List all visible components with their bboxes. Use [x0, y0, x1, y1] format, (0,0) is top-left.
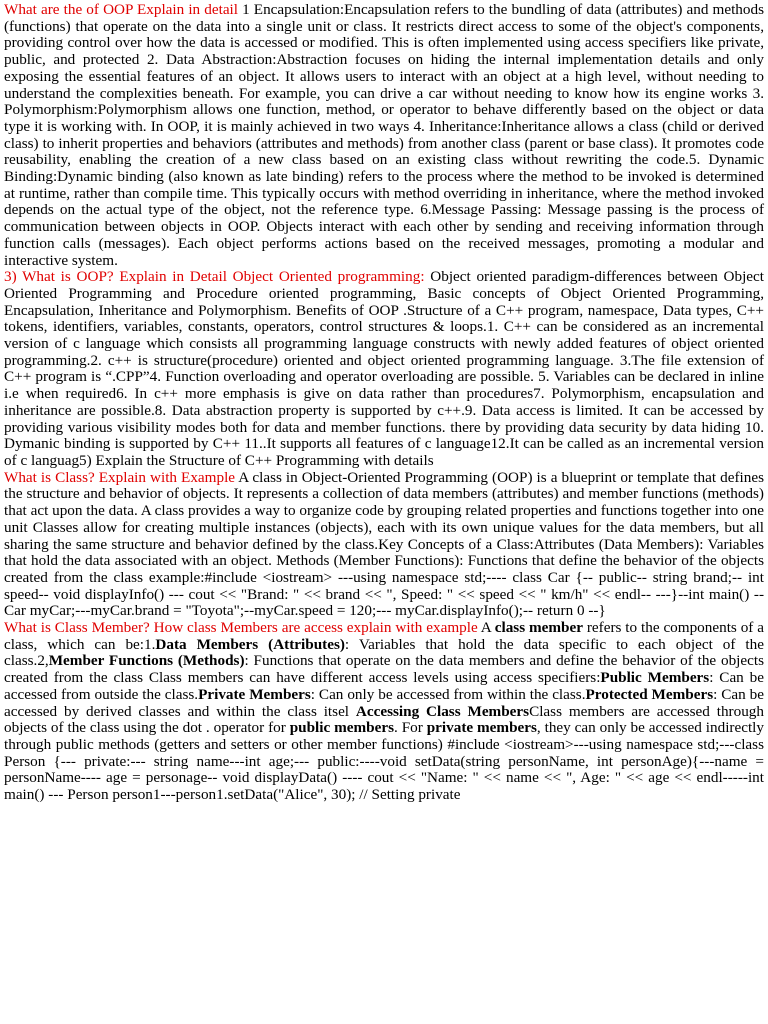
answer-text: : Can only be accessed from within the class. [310, 685, 586, 703]
answer-text: : Can be accessed by derived classes and within the class itsel [4, 685, 764, 720]
bold-term: Member Functions (Methods) [48, 652, 245, 670]
answer-text: A class in Object-Oriented Programming (OOP) is a blueprint or template that defines the structure and behavior of objects. It represents a collection of data members (attributes) and member functions (methods) that act upon the data. A class provides a way to organize code by grouping related properties and functions together into one unit Classes allow for creating multiple instances (objects), each with its own unique values for the data members, but all sharing the same structure and behavior defined by the class.Key Concepts of a Class:Attributes (Data Members): Variables that hold the data associated with an object. Methods (Member Functions): Functions that define the behavior of the objects created from the class example:#include <iostream> ---using namespace std;---- class Car {-- public-- string brand;-- int speed-- void displayInfo() --- cout << "Brand: " << brand << ", Speed: " << speed << " km/h" << endl-- ---}--int main() -- Car myCar;---myCar.brand = "Toyota";--myCar.speed = 120;--- myCar.displayInfo();-- return 0 --} [4, 468, 764, 620]
answer-text: : Can be accessed from outside the class. [4, 669, 764, 703]
section-oop-features [4, 2, 764, 269]
answer-text: A [480, 619, 495, 637]
answer-text: Object oriented paradigm-differences between Object Oriented Programming and Procedure oriented programming, Basic concepts of Object Oriented Programming, Encapsulation, Inheritance and Polymorphism. Benefits of OOP .Structure of a C++ program, namespace, Data types, C++ tokens, identifiers, variables, constants, operators, control structures & loops.1. C++ can be considered as an incremental version of c language which consists all programming language constructs with newly added features of object oriented programming.2. c++ is structure(procedure) oriented and object oriented programming language. 3.The file extension of C++ program is “.CPP”4. Function overloading and operator overloading are possible. 5. Variables can be declared in inline i.e when required6. In c++ more emphasis is give on data rather than procedures7. Polymorphism, encapsulation and inheritance are possible.8. Data abstraction property is supported by c++.9. Data access is limited. It can be accessed by providing various visibility modes both for data and member functions. there by providing data security by data hiding 10. Dymanic binding is supported by C++ 11..It supports all features of c language12.It can be called as an incremental version of c languag5) Explain the Structure of C++ Programming with details [4, 268, 765, 469]
answer-text: , they can only be accessed indirectly through public methods (getters and setters or other member functions) #include <iostream>---using namespace std;---class Person {--- private:--- string name---int age;--- public:----void setData(string personName, int personAge){---name = personName---- age = personage-- void displayData() ---- cout << "Name: " << name << ", Age: " << age << endl-----int main() --- Person person1---person1.setData("Alice", 30); // Setting private [4, 719, 764, 804]
bold-term: Private Members [198, 685, 311, 703]
bold-term: Protected Members [585, 685, 714, 703]
bold-term: Public Members [600, 669, 710, 687]
question-heading: 3) What is OOP? Explain in Detail Object Oriented programming: [4, 268, 431, 286]
bold-term: private members [426, 719, 537, 737]
bold-term: class member [494, 619, 583, 637]
answer-text: : Variables that hold the data specific to each object of the class.2, [4, 635, 764, 670]
bold-term: Accessing Class Members [355, 702, 530, 720]
answer-text: 1 Encapsulation:Encapsulation refers to the bundling of data (attributes) and methods (functions) that operate on the data into a single unit or class. It restricts direct access to some of the object's components, providing control over how the data is accessed or modified. This is often implemented using access specifiers like private, public, and protected 2. Data Abstraction:Abstraction focuses on hiding the internal implementation details and only exposing the essential features of an object. It allows users to interact with an object at a high level, without needing to understand the complexities beneath. For example, you can drive a car without needing to know how its engine works 3. Polymorphism:Polymorphism allows one function, method, or operator to behave differently based on the object or data type it is working with. In OOP, it is mainly achieved in two ways 4. Inheritance:Inheritance allows a class (child or derived class) to inherit properties and behaviors (attributes and methods) from another class (parent or base class). It promotes code reusability, enabling the creation of a new class based on an existing class without rewriting the code.5. Dynamic Binding:Dynamic binding (also known as late binding) refers to the process where the method to be invoked is determined at runtime, rather than compile time. This typically occurs with method overriding in inheritance, where the method invoked depends on the actual type of the object, not the reference type. 6.Message Passing: Message passing is the process of communication between objects in OOP. Objects interact with each other by sending and receiving information through function calls (messages). Each object performs actions based on the received messages, promoting a modular and interactive system. [4, 1, 764, 269]
bold-term: Data Members (Attributes) [155, 635, 345, 653]
section-what-is-oop [4, 269, 764, 469]
question-heading: What is Class Member? How class Members are access explain with example [4, 619, 481, 637]
question-heading: What are the of OOP Explain in detail [4, 1, 243, 18]
section-what-is-class [4, 470, 764, 620]
bold-term: public members [289, 719, 395, 737]
question-heading: What is Class? Explain with Example [4, 468, 239, 486]
answer-text: refers to the components of a class, which can be:1. [4, 619, 764, 653]
section-class-member [4, 620, 764, 804]
answer-text: . For [394, 719, 427, 737]
answer-text: : Functions that operate on the data members and define the behavior of the objects created from the class Class members can have different access levels using access specifiers: [4, 652, 764, 687]
answer-text: Class members are accessed through objects of the class using the dot . operator for [4, 702, 764, 737]
